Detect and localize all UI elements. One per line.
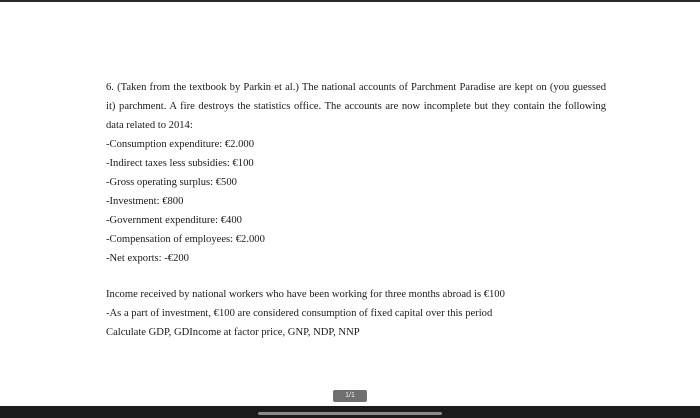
horizontal-scrollbar[interactable] [258,412,442,415]
data-item-government-expenditure: -Government expenditure: €400 [106,215,242,226]
note-income-abroad: Income received by national workers who have been working for three months abroad is €100 [106,289,505,300]
data-item-consumption: -Consumption expenditure: €2.000 [106,139,255,150]
document-page [106,78,606,342]
bottom-toolbar [0,406,700,418]
data-item-net-exports: -Net exports: -€200 [106,253,189,264]
data-item-investment: -Investment: €800 [106,196,184,207]
note-fixed-capital: -As a part of investment, €100 are considered consumption of fixed capital over this period [106,308,493,319]
paragraph-gap [106,268,606,285]
question-intro: 6. (Taken from the textbook by Parkin et al.) The national accounts of Parchment Paradise are kept on (you guessed it) parchment. A fire destroys the statistics office. The accounts are now incomplete but they contain the following data related to 2014: [106,82,606,131]
note-calculate: Calculate GDP, GDIncome at factor price, GNP, NDP, NNP [106,327,360,338]
data-item-gross-operating-surplus: -Gross operating surplus: €500 [106,177,237,188]
data-item-indirect-taxes: -Indirect taxes less subsidies: €100 [106,158,254,169]
page-indicator: 1/1 [333,390,367,402]
data-item-compensation: -Compensation of employees: €2.000 [106,234,265,245]
